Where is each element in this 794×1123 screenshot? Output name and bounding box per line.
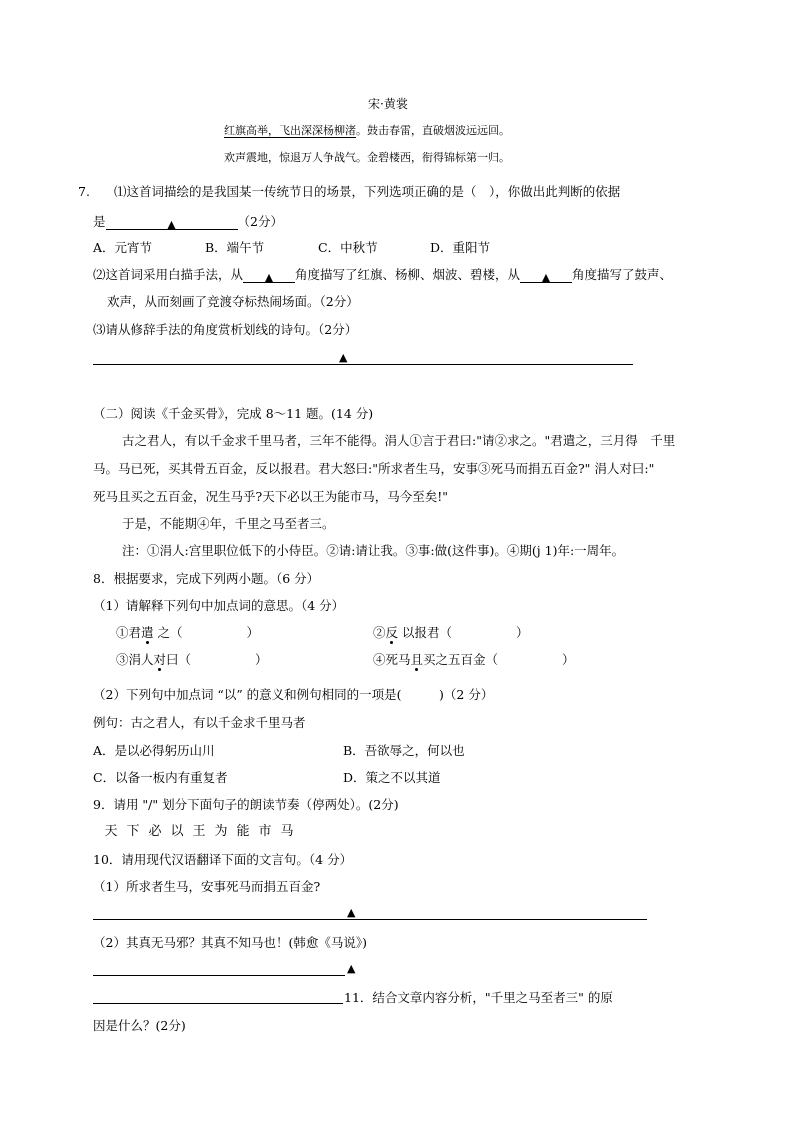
poem-line-1: 红旗高举，飞出深深杨柳渚。鼓击春雷，直破烟波远远回。 [224, 124, 510, 137]
answer-line[interactable] [93, 1003, 343, 1004]
q9-title: 9．请用 "/" 划分下面句子的朗读节奏（停两处）。(2分) [93, 797, 399, 812]
triangle-marker: ▲ [347, 962, 356, 975]
passage-line-4: 于是，不能期④年，千里之马至者三。 [122, 516, 335, 531]
q7-part2-cont: 欢声，从而刻画了竞渡夺标热闹场面。（2分） [107, 294, 359, 309]
q8-option-b: B．吾欲辱之，何以也 [343, 743, 465, 758]
q8-item-3: ③涓人对曰（ ） [116, 652, 268, 667]
sentence-char: 必 [148, 824, 162, 839]
q7-part3: ⑶请从修辞手法的角度赏析划线的诗句。（2分） [93, 322, 358, 337]
triangle-marker: ▲ [339, 351, 348, 364]
q7-number: 7. [78, 184, 90, 199]
answer-line[interactable] [93, 919, 647, 920]
q7-option-b: B．端午节 [205, 240, 265, 255]
answer-line[interactable] [93, 364, 633, 365]
dotted-word: 且 [410, 652, 424, 667]
underlined-verse: 红旗高举，飞出深深杨柳渚 [224, 124, 356, 137]
sentence-char: 以 [170, 824, 184, 839]
q11-title: 11．结合文章内容分析，"千里之马至者三" 的原 [344, 990, 613, 1005]
q8-option-a: A．是以必得躬历山川 [93, 743, 215, 758]
dotted-word: 反 [385, 625, 399, 640]
q8-sub1: （1）请解释下列句中加点词的意思。（4 分） [93, 598, 345, 613]
answer-blank[interactable]: ▲ [520, 268, 572, 283]
q7-option-c: C．中秋节 [318, 240, 378, 255]
q8-option-c: C．以备一板内有重复者 [93, 770, 228, 785]
answer-line[interactable] [93, 975, 345, 976]
q7-option-d: D．重阳节 [430, 240, 491, 255]
answer-blank[interactable] [106, 215, 238, 230]
triangle-marker: ▲ [167, 218, 176, 231]
q7-option-a: A．元宵节 [93, 240, 153, 255]
q8-title: 8．根据要求，完成下列两小题。（6 分） [93, 571, 320, 586]
sentence-char: 为 [214, 824, 228, 839]
q8-item-2: ②反 以报君（ ） [373, 625, 529, 640]
q11-title-cont: 因是什么？(2分) [93, 1018, 186, 1033]
q7-part2: ⑵这首词采用白描手法，从 ▲ 角度描写了红旗、杨柳、烟波、碧楼，从 ▲ 角度描写了鼓声、 [93, 267, 673, 284]
q8-sub2: （2）下列句中加点词 “以” 的意义和例句相同的一项是( )（2 分） [93, 687, 494, 702]
dotted-word: 对 [153, 652, 167, 667]
triangle-marker: ▲ [347, 906, 356, 919]
section-heading: （二）阅读《千金买骨》，完成 8～11 题。(14 分) [93, 406, 374, 421]
q8-option-d: D．策之不以其道 [343, 770, 441, 785]
answer-blank[interactable]: ▲ [243, 268, 295, 283]
q9-sentence[interactable] [100, 824, 298, 840]
q10-sentence-2: （2）其真无马邪？其真不知马也！(韩愈《马说》) [93, 935, 367, 950]
q8-item-1: ①君遣 之（ ） [116, 625, 260, 640]
sentence-char: 下 [126, 824, 140, 839]
dotted-word: 遣 [141, 625, 154, 640]
sentence-char: 能 [236, 824, 250, 839]
q7-part1: ⑴这首词描绘的是我国某一传统节日的场景，下列选项正确的是（ ），你做出此判断的依据 [114, 184, 621, 199]
poem-line-2: 欢声震地，惊退万人争战气。金碧楼西，衔得锦标第一归。 [224, 151, 510, 164]
passage-line-2: 马。马已死，买其骨五百金，反以报君。君大怒曰:"所求者生马，安事③死马而捐五百金?" 涓人对曰:" [93, 461, 655, 476]
q8-example: 例句：古之君人，有以千金求千里马者 [93, 715, 306, 730]
passage-line-1: 古之君人，有以千金求千里马者，三年不能得。涓人①言于君曰:"请②求之。"君遣之，三月得 千里 [122, 433, 676, 448]
sentence-char: 王 [192, 824, 206, 839]
q10-title: 10．请用现代汉语翻译下面的文言句。（4 分） [93, 852, 353, 867]
q7-part1-cont: 是 ▲ （2分） [93, 214, 283, 231]
passage-line-3: 死马且买之五百金，况生马乎?天下必以王为能市马，马今至矣!" [93, 489, 448, 504]
passage-note: 注：①涓人:宫里职位低下的小侍臣。②请:请让我。③事:做(这件事)。④期(j 1)年:一周年。 [122, 543, 625, 558]
sentence-char: 市 [258, 824, 272, 839]
q10-sentence-1: （1）所求者生马，安事死马而捐五百金? [93, 879, 321, 894]
sentence-char: 马 [280, 824, 294, 839]
sentence-char: 天 [104, 824, 118, 839]
poem-author: 宋·黄裳 [368, 97, 408, 111]
q8-item-4: ④死马且买之五百金（ ） [373, 652, 575, 667]
